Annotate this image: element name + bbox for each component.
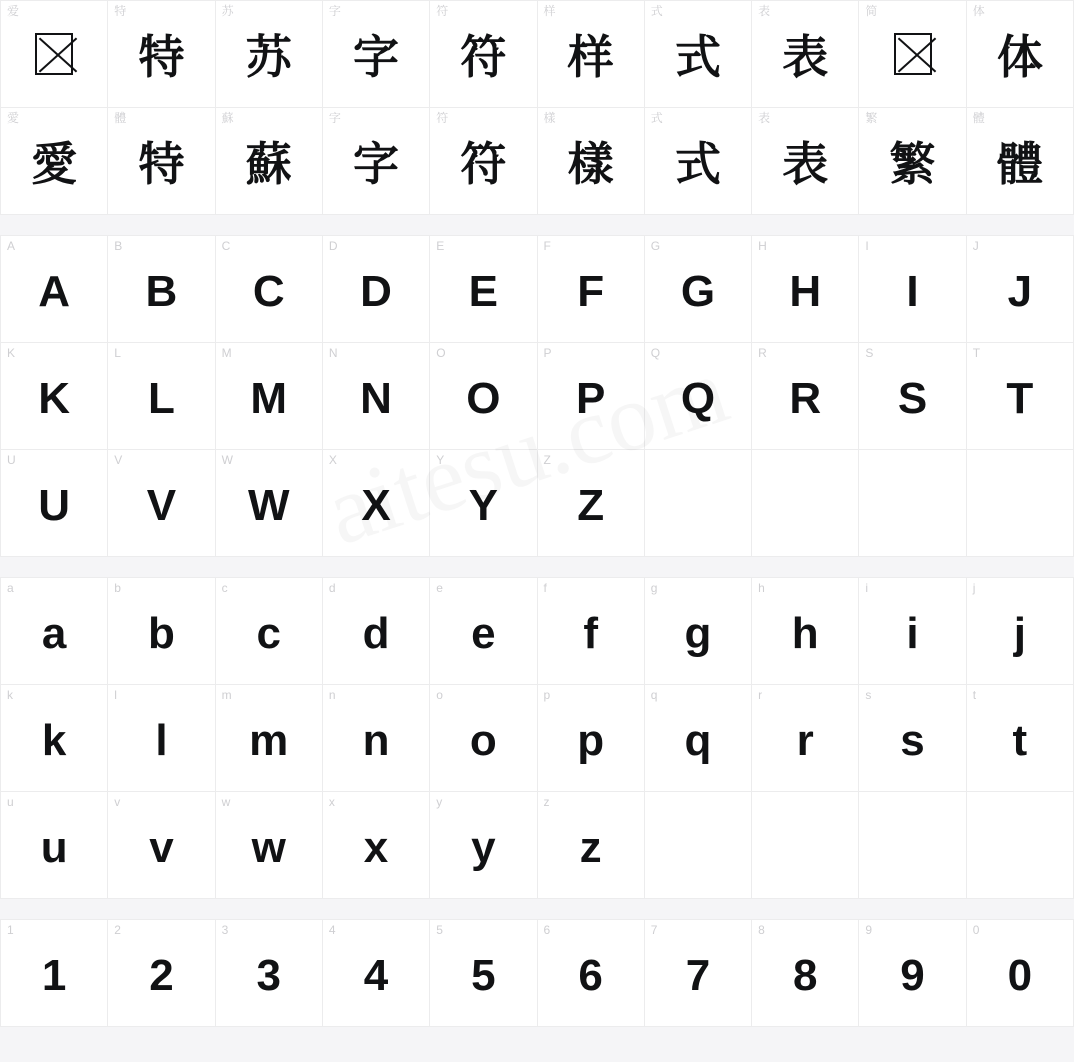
glyph-cell[interactable] — [967, 1, 1074, 108]
glyph-cell-tag: m — [221, 688, 232, 702]
glyph-cell-tag: 體 — [972, 111, 985, 125]
glyph-cell-character: y — [471, 823, 496, 872]
glyph-cell[interactable] — [967, 685, 1074, 792]
glyph-cell-tag: l — [114, 688, 117, 702]
glyph-cell[interactable] — [538, 343, 645, 450]
glyph-cell-character: d — [362, 609, 390, 658]
glyph-cell-empty — [859, 792, 966, 899]
glyph-cell[interactable] — [430, 236, 537, 343]
glyph-cell[interactable] — [108, 792, 215, 899]
glyph-cell-character: 7 — [685, 951, 711, 1000]
glyph-cell[interactable] — [538, 108, 645, 215]
glyph-cell[interactable] — [645, 236, 752, 343]
glyph-cell-character: D — [360, 267, 392, 316]
glyph-cell-tag: 式 — [650, 4, 663, 18]
glyph-cell[interactable] — [323, 578, 430, 685]
glyph-cell[interactable] — [323, 343, 430, 450]
glyph-cell-character: R — [789, 374, 822, 423]
glyph-cell-character: 5 — [471, 951, 496, 1000]
glyph-cell-tag: 字 — [328, 111, 341, 125]
glyph-cell[interactable] — [752, 920, 859, 1027]
glyph-cell[interactable] — [1, 108, 108, 215]
glyph-cell-tag: A — [7, 239, 16, 253]
glyph-cell[interactable] — [752, 578, 859, 685]
glyph-cell-tag: S — [865, 346, 874, 360]
glyph-cell[interactable] — [859, 108, 966, 215]
glyph-cell-character: 表 — [782, 30, 829, 84]
glyph-cell[interactable] — [538, 1, 645, 108]
glyph-cell-empty — [752, 450, 859, 557]
glyph-cell[interactable] — [216, 920, 323, 1027]
glyph-cell[interactable] — [216, 685, 323, 792]
glyph-cell-tag: t — [972, 688, 977, 702]
glyph-cell-tag: x — [328, 795, 335, 809]
glyph-cell-character: 6 — [578, 951, 603, 1000]
glyph-cell-character: h — [791, 609, 819, 658]
glyph-cell[interactable] — [323, 450, 430, 557]
glyph-cell-character: 字 — [353, 137, 400, 191]
glyph-cell-tag: 5 — [436, 923, 443, 937]
glyph-cell-character: 3 — [256, 951, 281, 1000]
glyph-cell-character: v — [149, 823, 174, 872]
glyph-cell-character: x — [363, 823, 389, 872]
glyph-cell-tag: K — [7, 346, 16, 360]
glyph-cell-tag: 4 — [328, 923, 336, 937]
glyph-cell[interactable] — [430, 685, 537, 792]
glyph-cell[interactable] — [538, 236, 645, 343]
glyph-cell-character: b — [148, 609, 175, 658]
glyph-cell-tag: O — [436, 346, 446, 360]
glyph-cell[interactable] — [538, 450, 645, 557]
glyph-cell-tag: a — [7, 581, 14, 595]
glyph-cell[interactable] — [1, 343, 108, 450]
glyph-cell-character: T — [1006, 374, 1034, 423]
glyph-cell-tag: n — [328, 688, 336, 702]
glyph-cell-tag: g — [650, 581, 658, 595]
missing-glyph-box — [894, 33, 932, 75]
glyph-cell-character: w — [251, 823, 286, 872]
glyph-cell-tag: 样 — [543, 4, 556, 18]
glyph-cell-tag: 樣 — [543, 111, 556, 125]
glyph-cell-tag: c — [221, 581, 228, 595]
glyph-cell-tag: L — [114, 346, 121, 360]
glyph-cell-character: Y — [468, 481, 499, 530]
glyph-cell-character: 繁 — [889, 137, 936, 191]
glyph-cell-tag: r — [758, 688, 763, 702]
glyph-cell-tag: C — [221, 239, 231, 253]
missing-glyph-box — [35, 33, 73, 75]
glyph-cell-character: S — [897, 374, 928, 423]
glyph-cell[interactable] — [430, 450, 537, 557]
glyph-cell-character: s — [900, 716, 925, 765]
uppercase-block — [0, 235, 1074, 557]
glyph-cell-character: p — [577, 716, 605, 765]
glyph-cell-tag: U — [7, 453, 16, 467]
glyph-cell[interactable] — [538, 578, 645, 685]
glyph-cell-character: Q — [680, 374, 716, 423]
glyph-cell-tag: 特 — [114, 4, 127, 18]
glyph-cell-tag: Z — [543, 453, 551, 467]
glyph-cell-character: g — [684, 609, 712, 658]
glyph-cell-character: n — [362, 716, 390, 765]
glyph-cell-tag: V — [114, 453, 123, 467]
glyph-cell[interactable] — [108, 343, 215, 450]
glyph-cell-tag: z — [543, 795, 550, 809]
glyph-cell-tag: H — [758, 239, 767, 253]
glyph-cell-empty — [645, 792, 752, 899]
glyph-cell[interactable] — [538, 685, 645, 792]
glyph-cell[interactable] — [323, 792, 430, 899]
glyph-cell-character: M — [250, 374, 288, 423]
glyph-cell-tag: 式 — [650, 111, 663, 125]
glyph-cell-character: j — [1013, 609, 1026, 658]
glyph-cell-character: K — [38, 374, 71, 423]
glyph-cell-character: U — [38, 481, 71, 530]
glyph-cell-empty — [752, 792, 859, 899]
glyph-cell-tag: F — [543, 239, 551, 253]
glyph-cell-character: t — [1012, 716, 1028, 765]
glyph-cell-tag: B — [114, 239, 123, 253]
glyph-cell[interactable] — [538, 792, 645, 899]
glyph-cell-character: E — [468, 267, 499, 316]
glyph-cell-tag: Q — [650, 346, 661, 360]
glyph-cell-character: l — [155, 716, 168, 765]
glyph-cell-tag: 体 — [972, 4, 985, 18]
glyph-cell-tag: 字 — [328, 4, 341, 18]
glyph-cell[interactable] — [323, 1, 430, 108]
glyph-cell-character: 8 — [793, 951, 818, 1000]
glyph-cell[interactable] — [216, 792, 323, 899]
glyph-cell-character: 特 — [138, 137, 185, 191]
glyph-cell[interactable] — [323, 108, 430, 215]
glyph-cell[interactable] — [1, 920, 108, 1027]
glyph-cell-character: a — [41, 609, 67, 658]
glyph-cell-character: X — [361, 481, 391, 530]
glyph-cell-tag: M — [221, 346, 232, 360]
glyph-cell[interactable] — [859, 920, 966, 1027]
glyph-cell[interactable] — [108, 450, 215, 557]
glyph-cell[interactable] — [752, 343, 859, 450]
glyph-cell-tag: 表 — [758, 4, 771, 18]
glyph-cell[interactable] — [645, 685, 752, 792]
glyph-cell[interactable] — [1, 450, 108, 557]
glyph-cell-tag: 愛 — [7, 111, 20, 125]
glyph-cell-tag: 3 — [221, 923, 229, 937]
glyph-cell-character: I — [906, 267, 919, 316]
glyph-cell-tag: o — [436, 688, 443, 702]
glyph-cell-character: 愛 — [31, 137, 78, 191]
glyph-cell-character: 特 — [138, 30, 185, 84]
glyph-cell-tag: W — [221, 453, 233, 467]
glyph-cell-tag: 2 — [114, 923, 121, 937]
glyph-cell-character: 樣 — [567, 137, 614, 191]
glyph-cell[interactable] — [1, 236, 108, 343]
glyph-cell-character: 1 — [41, 951, 67, 1000]
glyph-cell[interactable] — [645, 1, 752, 108]
glyph-cell-character: c — [256, 609, 281, 658]
glyph-cell-tag: 8 — [758, 923, 765, 937]
glyph-cell-empty — [645, 450, 752, 557]
glyph-cell-tag: w — [221, 795, 231, 809]
glyph-cell[interactable] — [430, 343, 537, 450]
glyph-cell[interactable] — [216, 343, 323, 450]
glyph-cell[interactable] — [967, 108, 1074, 215]
glyph-cell[interactable] — [323, 236, 430, 343]
glyph-cell[interactable] — [216, 108, 323, 215]
cjk-sample-block — [0, 0, 1074, 215]
glyph-cell-character: 符 — [460, 137, 507, 191]
glyph-cell-character: i — [906, 609, 919, 658]
glyph-cell-character: W — [247, 481, 290, 530]
glyph-cell[interactable] — [859, 343, 966, 450]
glyph-cell[interactable] — [859, 236, 966, 343]
glyph-cell[interactable] — [430, 108, 537, 215]
glyph-cell[interactable] — [216, 578, 323, 685]
glyph-cell-tag: 符 — [436, 111, 449, 125]
glyph-cell[interactable] — [1, 685, 108, 792]
glyph-cell-tag: v — [114, 795, 121, 809]
glyph-cell-character: 符 — [460, 30, 507, 84]
glyph-cell-tag: 1 — [7, 923, 14, 937]
glyph-cell[interactable] — [108, 236, 215, 343]
glyph-cell-empty — [859, 450, 966, 557]
glyph-cell-tag: 9 — [865, 923, 873, 937]
glyph-cell-tag: R — [758, 346, 767, 360]
glyph-cell-character: N — [360, 374, 392, 423]
glyph-cell[interactable] — [859, 578, 966, 685]
glyph-cell-character: f — [583, 609, 598, 658]
glyph-cell-tag: X — [328, 453, 337, 467]
glyph-cell-tag: e — [436, 581, 443, 595]
glyph-cell[interactable] — [1, 1, 108, 108]
glyph-cell-character: V — [146, 481, 177, 530]
glyph-cell-character: z — [579, 823, 602, 872]
glyph-cell-tag: u — [7, 795, 14, 809]
glyph-cell-character: 9 — [900, 951, 925, 1000]
glyph-cell-character: A — [38, 267, 71, 316]
glyph-cell-character: m — [249, 716, 289, 765]
glyph-cell-character: O — [466, 374, 501, 423]
glyph-cell[interactable] — [216, 1, 323, 108]
glyph-cell-tag: E — [436, 239, 445, 253]
glyph-cell[interactable] — [323, 920, 430, 1027]
glyph-cell[interactable] — [645, 108, 752, 215]
glyph-cell-tag: j — [972, 581, 976, 595]
glyph-cell[interactable] — [108, 685, 215, 792]
glyph-cell[interactable] — [645, 920, 752, 1027]
glyph-cell-tag: 0 — [972, 923, 980, 937]
glyph-cell-tag: D — [328, 239, 338, 253]
glyph-cell[interactable] — [430, 792, 537, 899]
glyph-cell-tag: h — [758, 581, 765, 595]
glyph-cell-character: 样 — [567, 30, 614, 84]
glyph-cell-character: Z — [577, 481, 605, 530]
glyph-cell-character: L — [148, 374, 175, 423]
glyph-cell-empty — [967, 450, 1074, 557]
glyph-cell[interactable] — [216, 450, 323, 557]
glyph-cell-tag: d — [328, 581, 336, 595]
glyph-cell[interactable] — [859, 685, 966, 792]
glyph-cell[interactable] — [645, 578, 752, 685]
glyph-cell-character: P — [575, 374, 606, 423]
glyph-cell[interactable] — [967, 343, 1074, 450]
glyph-cell-character: G — [680, 267, 716, 316]
glyph-cell-character: C — [252, 267, 285, 316]
glyph-cell-character: 表 — [782, 137, 829, 191]
glyph-cell-tag: G — [650, 239, 661, 253]
glyph-cell[interactable] — [108, 1, 215, 108]
glyph-cell-tag: s — [865, 688, 872, 702]
glyph-cell-tag: J — [972, 239, 979, 253]
glyph-cell-character: r — [796, 716, 814, 765]
glyph-cell-character: 苏 — [245, 30, 292, 84]
glyph-cell-character: 蘇 — [245, 137, 292, 191]
glyph-cell-tag: 7 — [650, 923, 658, 937]
glyph-cell[interactable] — [967, 578, 1074, 685]
glyph-cell-tag: 表 — [758, 111, 771, 125]
glyph-cell-tag: 苏 — [221, 4, 234, 18]
glyph-cell-tag: 爱 — [7, 4, 20, 18]
glyph-cell-tag: y — [436, 795, 443, 809]
glyph-cell[interactable] — [967, 236, 1074, 343]
glyph-cell[interactable] — [108, 578, 215, 685]
glyph-cell[interactable] — [430, 920, 537, 1027]
glyph-cell-tag: N — [328, 346, 338, 360]
digits-block — [0, 919, 1074, 1027]
glyph-cell-tag: 繁 — [865, 111, 878, 125]
glyph-cell[interactable] — [108, 920, 215, 1027]
glyph-cell-tag: q — [650, 688, 658, 702]
glyph-cell-tag: 蘇 — [221, 111, 234, 125]
glyph-cell-tag: P — [543, 346, 552, 360]
glyph-cell-character: 0 — [1007, 951, 1033, 1000]
glyph-cell-character: 体 — [996, 30, 1043, 84]
glyph-cell-character: 式 — [674, 30, 721, 84]
glyph-cell-tag: Y — [436, 453, 445, 467]
glyph-cell[interactable] — [645, 343, 752, 450]
glyph-cell-tag: b — [114, 581, 121, 595]
glyph-cell[interactable] — [538, 920, 645, 1027]
glyph-cell-character: 式 — [674, 137, 721, 191]
glyph-cell-character: e — [471, 609, 496, 658]
glyph-cell-character: F — [577, 267, 605, 316]
glyph-cell-character: k — [41, 716, 67, 765]
glyph-cell-character: 2 — [149, 951, 174, 1000]
glyph-cell-character: J — [1007, 267, 1033, 316]
glyph-cell-tag: 6 — [543, 923, 551, 937]
glyph-cell-character: H — [789, 267, 822, 316]
glyph-cell[interactable] — [430, 1, 537, 108]
glyph-cell-character: o — [469, 716, 497, 765]
glyph-cell-character: B — [145, 267, 178, 316]
glyph-cell-tag: T — [972, 346, 981, 360]
glyph-cell[interactable] — [1, 578, 108, 685]
glyph-cell[interactable] — [323, 685, 430, 792]
glyph-cell-tag: k — [7, 688, 13, 702]
glyph-cell[interactable] — [752, 685, 859, 792]
glyph-cell[interactable] — [859, 1, 966, 108]
glyph-cell-tag: 體 — [114, 111, 127, 125]
lowercase-block — [0, 577, 1074, 899]
glyph-cell-empty — [967, 792, 1074, 899]
glyph-cell-character: u — [40, 823, 68, 872]
glyph-cell-tag: p — [543, 688, 551, 702]
glyph-cell[interactable] — [752, 108, 859, 215]
glyph-cell[interactable] — [752, 236, 859, 343]
glyph-cell-tag: I — [865, 239, 869, 253]
glyph-cell[interactable] — [967, 920, 1074, 1027]
glyph-cell-character: q — [684, 716, 712, 765]
glyph-cell-tag: 简 — [865, 4, 878, 18]
glyph-cell-tag: 符 — [436, 4, 449, 18]
glyph-cell-tag: i — [865, 581, 869, 595]
glyph-cell-character: 4 — [363, 951, 389, 1000]
glyph-cell[interactable] — [752, 1, 859, 108]
glyph-cell-character: 體 — [996, 137, 1043, 191]
glyph-cell[interactable] — [430, 578, 537, 685]
glyph-cell[interactable] — [1, 792, 108, 899]
glyph-cell[interactable] — [108, 108, 215, 215]
glyph-cell-tag: f — [543, 581, 547, 595]
glyph-cell-character: 字 — [353, 30, 400, 84]
glyph-cell[interactable] — [216, 236, 323, 343]
